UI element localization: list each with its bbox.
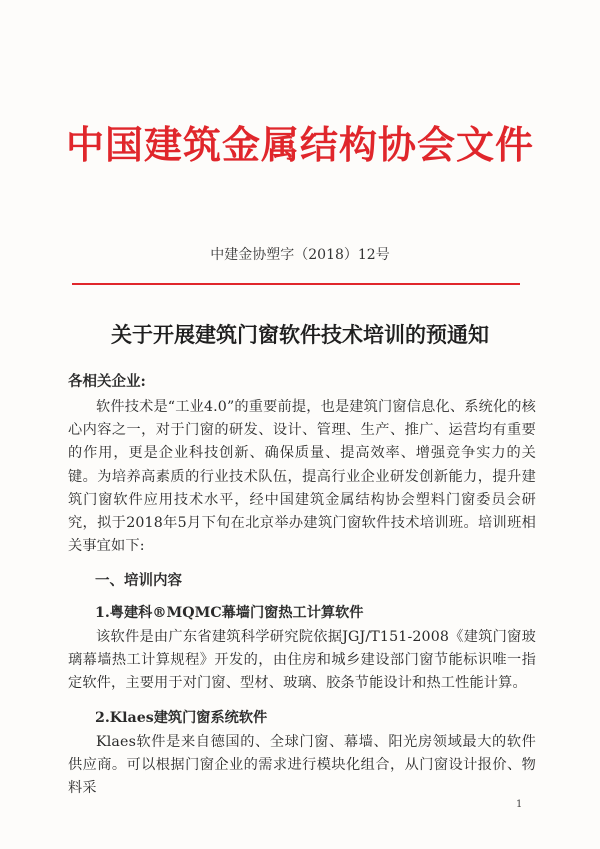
addressee: 各相关企业: [68,373,146,390]
issuer-header-title: 中国建筑金属结构协会文件 [65,122,534,167]
subheading-mqmc-software: 1.粤建科®MQMC幕墙门窗热工计算软件 [95,605,364,621]
intro-paragraph [68,396,536,558]
red-divider-line [72,283,520,285]
paragraph-klaes-software [68,731,536,801]
paragraph-mqmc-software [68,626,536,696]
section-heading-training-content: 一、培训内容 [95,572,182,589]
page-number: 1 [516,799,523,810]
subheading-klaes-software: 2.Klaes建筑门窗系统软件 [95,710,268,726]
notice-title: 关于开展建筑门窗软件技术培训的预通知 [111,322,489,347]
document-number: 中建金协塑字（2018）12号 [210,247,390,263]
intro-text: 软件技术是“工业4.0”的重要前提，也是建筑门窗信息化、系统化的核心内容之一，对于门窗的研发、设计、管理、生产、推广、运营均有重要的作用，更是企业科技创新、确保质量、提高效率、增强竞争实力的关键。为培养高素质的行业技术队伍，提高行业企业研发创新能力，提升建筑门窗软件应用技术水平，经中国建筑金属结构协会塑料门窗委员会研究，拟于2018年5月下旬在北京举办建筑门窗软件技术培训班。培训班相关事宜如下: [68,399,536,555]
paragraph-klaes-text: Klaes软件是来自德国的、全球门窗、幕墙、阳光房领域最大的软件供应商。可以根据门窗企业的需求进行模块化组合，从门窗设计报价、物料采 [68,734,536,797]
paragraph-mqmc-text: 该软件是由广东省建筑科学研究院依据JGJ/T151-2008《建筑门窗玻璃幕墙热工计算规程》开发的，由住房和城乡建设部门窗节能标识唯一指定软件，主要用于对门窗、型材、玻璃、胶条节能设计和热工性能计算。 [68,629,536,692]
